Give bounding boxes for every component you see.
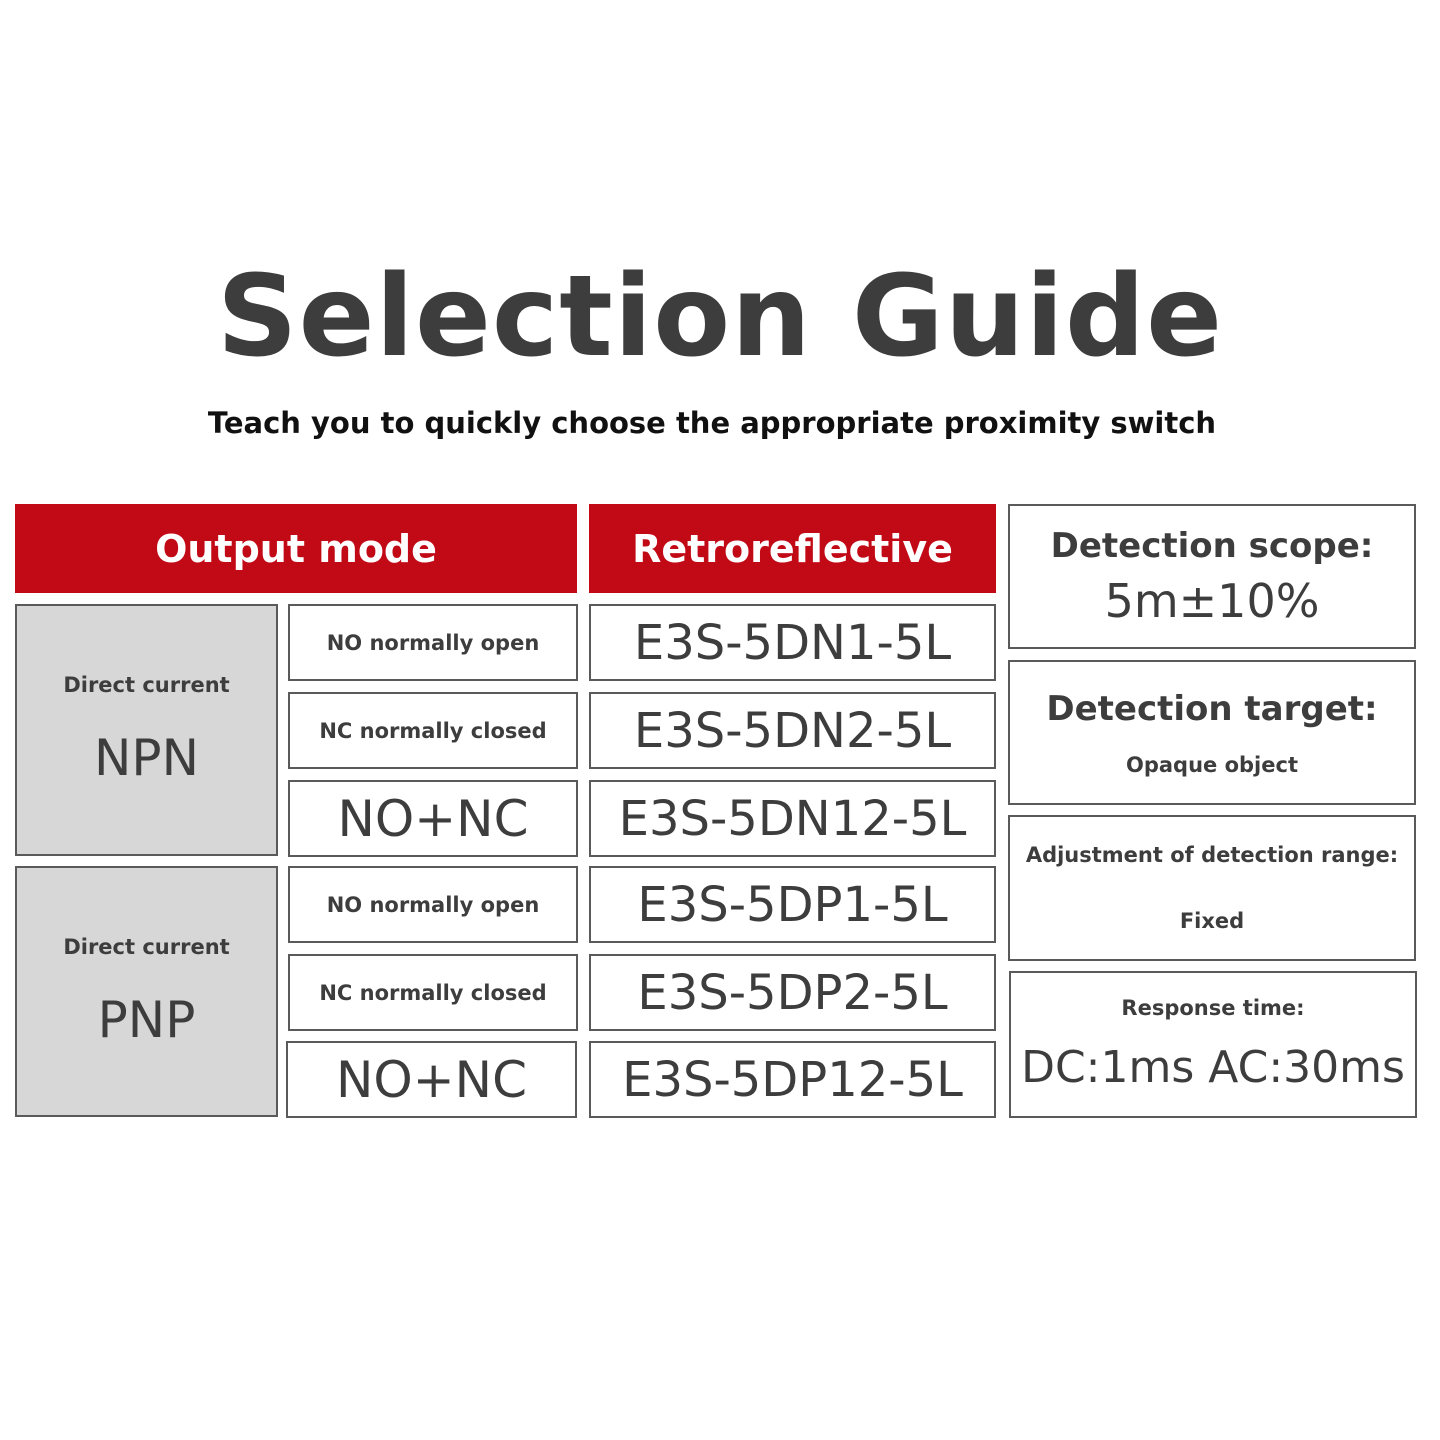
spec-scope-label: Detection scope: — [1050, 525, 1374, 566]
spec-target-value: Opaque object — [1126, 752, 1298, 777]
spec-detection-scope — [1008, 504, 1416, 649]
model-cell: E3S-5DP1-5L — [589, 866, 996, 943]
group-pnp — [15, 866, 278, 1117]
model-cell: E3S-5DN2-5L — [589, 692, 996, 769]
mode-cell: NC normally closed — [288, 692, 578, 769]
header-retroreflective: Retroreflective — [589, 504, 996, 593]
mode-cell: NO+NC — [288, 780, 578, 857]
group-npn-label: Direct current — [63, 673, 230, 697]
mode-cell: NC normally closed — [288, 954, 578, 1031]
page-subtitle: Teach you to quickly choose the appropriate proximity switch — [207, 406, 1217, 440]
mode-cell: NO+NC — [286, 1041, 577, 1118]
group-npn-type: NPN — [94, 729, 199, 787]
model-cell: E3S-5DN1-5L — [589, 604, 996, 681]
spec-response-value: DC:1ms AC:30ms — [1021, 1042, 1405, 1093]
spec-response-time — [1009, 971, 1417, 1118]
spec-target-label: Detection target: — [1046, 688, 1378, 729]
page-title: Selection Guide — [216, 252, 1224, 382]
group-npn — [15, 604, 278, 856]
model-cell: E3S-5DN12-5L — [589, 780, 996, 857]
mode-cell: NO normally open — [288, 866, 578, 943]
spec-scope-value: 5m±10% — [1104, 573, 1320, 628]
model-cell: E3S-5DP12-5L — [589, 1041, 996, 1118]
spec-adjust-value: Fixed — [1179, 909, 1245, 933]
spec-response-label: Response time: — [1121, 996, 1305, 1020]
group-pnp-type: PNP — [97, 990, 196, 1049]
header-output-mode: Output mode — [15, 504, 577, 593]
spec-adjustment — [1008, 815, 1416, 961]
spec-detection-target — [1008, 660, 1416, 805]
mode-cell: NO normally open — [288, 604, 578, 681]
spec-adjust-label: Adjustment of detection range: — [1025, 843, 1399, 867]
model-cell: E3S-5DP2-5L — [589, 954, 996, 1031]
group-pnp-label: Direct current — [63, 934, 230, 959]
